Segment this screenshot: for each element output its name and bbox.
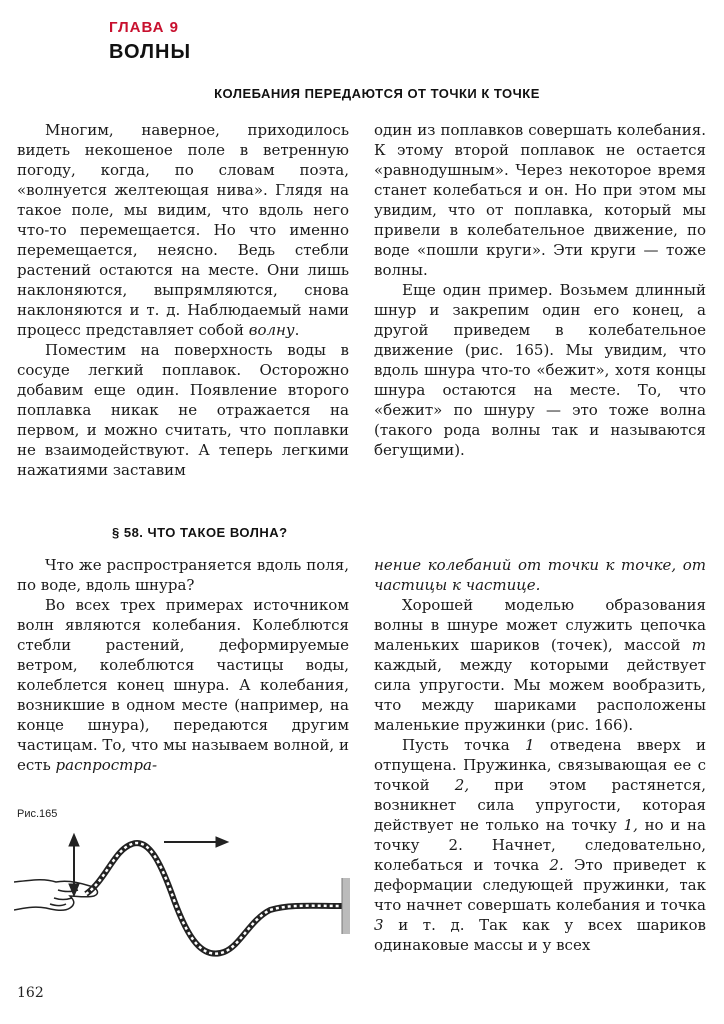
chapter-title: ВОЛНЫ <box>109 41 192 63</box>
paragraph: один из поплавков совершать колебания. К этому второй поплавок не остается «равнодушным». Через некоторое время станет колебаться и он. Но при этом мы увидим, что от поплавка, который мы привели в колебательное движение, по воде «пошли круги». Эти круги — тоже волны. <box>374 121 706 279</box>
text-fragment: отведена вверх и отпущена. Пружинка, связывающая ее с точкой <box>374 736 706 794</box>
text-fragment: Хорошей моделью образования волны в шнуре может служить цепочка маленьких шариков (точек), массой <box>374 596 706 654</box>
emphasis-term: волну <box>248 321 295 339</box>
section1-column-left <box>17 120 349 480</box>
rope-wave-icon <box>86 843 344 954</box>
point-number: 1, <box>623 816 638 834</box>
text-fragment: Это приведет к деформации следующей пружинки, так что начнет совершать колебания и точка <box>374 856 706 914</box>
point-number: 2, <box>454 776 470 794</box>
point-number: 2. <box>549 856 564 874</box>
hand-icon <box>14 880 97 911</box>
paragraph <box>374 735 706 955</box>
wall-anchor-icon <box>342 878 350 934</box>
paragraph: Многим, наверное, приходилось видеть некошеное поле в ветренную погоду, когда, по словам поэта, «волнуется желтеющая нива». Глядя на такое поле, мы видим, что вдоль него что-то перемещается. Но что именно перемещается, неясно. Ведь стебли растений остаются на месте. Они лишь наклоняются, выпрямляются, снова наклоняются и т. д. Наблюдаемый нами процесс представляет собой волну. <box>17 121 349 339</box>
emphasis-definition: нение колебаний от точки к точке, от частицы к частице. <box>374 556 706 594</box>
section2-column-left <box>17 555 349 775</box>
figure-label: Рис.165 <box>17 808 58 820</box>
page-number: 162 <box>17 985 44 1001</box>
emphasis-term: распростра- <box>55 756 158 774</box>
figure-165 <box>14 820 354 980</box>
text-fragment: и т. д. Так как у всех шариков одинаковые массы и у всех <box>374 916 706 954</box>
text-fragment: каждый, между которыми действует сила упругости. Мы можем вообразить, что между шариками расположены маленькие пружинки (рис. 166). <box>374 656 706 734</box>
section2-column-right <box>374 555 706 955</box>
point-number: 1 <box>524 736 535 754</box>
section1-column-right <box>374 120 706 460</box>
paragraph-text: Многим, наверное, приходилось видеть некошеное поле в ветренную погоду, когда, по словам поэта, «волнуется желтеющая нива». Глядя на такое поле, мы видим, что вдоль него что-то перемещается. Но что именно перемещается, неясно. Ведь стебли растений остаются на месте. Они лишь наклоняются, выпрямляются, снова наклоняются и т. д. Наблюдаемый нами процесс представляет собой <box>17 121 349 339</box>
point-number: 3 <box>374 916 384 934</box>
paragraph: Поместим на поверхность воды в сосуде легкий поплавок. Осторожно добавим еще один. Появление второго поплавка никак не отражается на первом, и можно считать, что поплавки не взаимодействуют. А теперь легкими нажатиями заставим <box>17 341 349 479</box>
section-heading-propagation: КОЛЕБАНИЯ ПЕРЕДАЮТСЯ ОТ ТОЧКИ К ТОЧКЕ <box>214 86 540 101</box>
chapter-label: ГЛАВА 9 <box>109 19 179 36</box>
paragraph <box>374 555 706 595</box>
paragraph <box>17 595 349 775</box>
paragraph: Еще один пример. Возьмем длинный шнур и закрепим один его конец, а другой приведем в колебательное движение (рис. 165). Мы увидим, что вдоль шнура что-то «бежит», хотя концы шнура остаются на месте. То, что «бежит» по шнуру — это тоже волна (такого рода волны так и называются бегущими). <box>374 281 706 459</box>
right-arrow-icon <box>164 837 228 847</box>
text-fragment: но и на точку 2. Начнет, следовательно, колебаться и точка <box>374 816 706 874</box>
text-fragment: при этом растянется, возникнет сила упругости, которая действует не только на точку <box>374 776 706 834</box>
section-heading-what-is-wave: § 58. ЧТО ТАКОЕ ВОЛНА? <box>112 525 288 540</box>
mass-symbol: m <box>691 636 706 654</box>
paragraph-text: Во всех трех примерах источником волн являются колебания. Колеблются стебли растений, деформируемые ветром, колеблются частицы воды, колеблется конец шнура. А колебания, возникшие в одном месте (например, на конце шнура), передаются другим частицам. То, что мы называем волной, и есть <box>17 596 349 774</box>
paragraph <box>374 595 706 735</box>
paragraph: Что же распространяется вдоль поля, по воде, вдоль шнура? <box>17 556 349 594</box>
text-fragment: Пусть точка <box>402 736 510 754</box>
up-down-arrow-icon <box>69 834 79 896</box>
